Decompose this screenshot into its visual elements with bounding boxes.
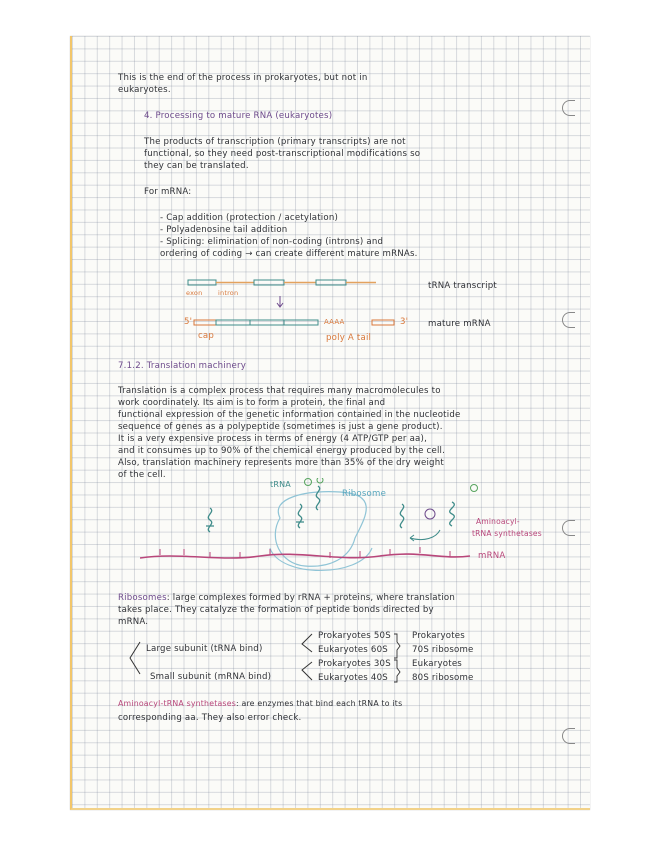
bullet-2: - Polyadenosine tail addition [160, 225, 288, 235]
polya-tail-label: poly A tail [326, 333, 372, 343]
section-4-heading: 4. Processing to mature RNA (eukaryotes) [144, 111, 333, 121]
translation-line-3: functional expression of the genetic information contained in the nucleotide [118, 410, 461, 420]
binder-hole-3 [562, 520, 575, 536]
cap-box [194, 320, 216, 325]
mature-exon-2 [250, 320, 284, 325]
large-subunit: Large subunit (tRNA bind) [146, 644, 263, 654]
mature-mrna-label: mature mRNA [428, 319, 491, 329]
translation-line-4: sequence of genes as a polypeptide (sometimes is just a gene product). [118, 422, 443, 432]
mrna-label: mRNA [478, 551, 506, 561]
products-line-2: functional, so they need post-transcriptional modifications so [144, 149, 421, 159]
large-euk: Eukaryotes 60S [318, 645, 388, 655]
aminoacyl-line-2: corresponding aa. They also error check. [118, 713, 302, 723]
exon-1 [188, 280, 216, 285]
synthetase-label-2: tRNA synthetases [472, 529, 542, 538]
polya-seq: AAAA [324, 318, 345, 326]
exon-2 [254, 280, 284, 285]
translation-line-2: work coordinately. Its aim is to form a protein, the final and [118, 398, 386, 408]
three-prime-label: 3' [400, 317, 409, 327]
small-euk: Eukaryotes 40S [318, 673, 388, 683]
translation-line-6: and it consumes up to 90% of the chemical energy produced by the cell. [118, 446, 446, 456]
mature-exon-1 [216, 320, 250, 325]
small-subunit: Small subunit (mRNA bind) [150, 672, 272, 682]
aminoacyl-line-1 [118, 698, 402, 710]
ribosomes-def-1: : large complexes formed by rRNA + proteins, where translation [166, 593, 456, 603]
small-pro: Prokaryotes 30S [318, 659, 391, 669]
trna-shape-1 [206, 508, 214, 532]
binder-hole-4 [562, 728, 575, 744]
utr-box [372, 320, 394, 325]
trna-shape-2 [296, 504, 304, 528]
ribosome-label: Ribosome [342, 489, 387, 499]
primary-transcript-label: tRNA transcript [428, 281, 497, 291]
products-line-3: they can be translated. [144, 161, 249, 171]
bullet-4: ordering of coding → can create different mature mRNAs. [160, 249, 418, 259]
synthetase-label-1: Aminoacyl- [476, 517, 520, 526]
ribosomes-term: Ribosomes [118, 593, 167, 603]
ribosomes-line-2: takes place. They catalyze the formation of peptide bonds directed by [118, 605, 434, 615]
intron-label: intron [218, 289, 239, 297]
exon-3 [316, 280, 346, 285]
translation-heading: 7.1.2. Translation machinery [118, 361, 247, 371]
right-70s: 70S ribosome [412, 645, 474, 655]
trna-label: tRNA [270, 480, 291, 489]
intro-line-2: eukaryotes. [118, 85, 171, 95]
translation-line-5: It is a very expensive process in terms of energy (4 ATP/GTP per aa), [118, 434, 427, 444]
large-pro: Prokaryotes 50S [318, 631, 391, 641]
trna-shape-4 [400, 504, 403, 528]
cap-label: cap [198, 331, 215, 341]
aminoacyl-term: Aminoacyl-tRNA synthetases [118, 699, 236, 708]
binder-hole-2 [562, 312, 575, 328]
exon-label: exon [186, 289, 203, 297]
for-mrna-label: For mRNA: [144, 187, 192, 197]
aminoacyl-def-1: : are enzymes that bind each tRNA to its [235, 699, 403, 708]
products-line-1: The products of transcription (primary transcripts) are not [144, 137, 406, 147]
mrna-strand [140, 554, 470, 558]
translation-line-7: Also, translation machinery represents more than 35% of the dry weight [118, 458, 444, 468]
right-euk: Eukaryotes [412, 659, 462, 669]
right-pro: Prokaryotes [412, 631, 465, 641]
right-80s: 80S ribosome [412, 673, 474, 683]
intro-line-1: This is the end of the process in prokaryotes, but not in [118, 73, 368, 83]
translation-line-1: Translation is a complex process that requires many macromolecules to [118, 386, 441, 396]
ribosomes-line-1 [118, 592, 455, 604]
translation-line-8: of the cell. [118, 470, 166, 480]
five-prime-label: 5' [184, 317, 193, 327]
mature-exon-3 [284, 320, 318, 325]
trna-shape-3 [316, 486, 319, 510]
bullet-3: - Splicing: elimination of non-coding (introns) and [160, 237, 384, 247]
ribosomes-line-3: mRNA. [118, 617, 149, 627]
trna-shape-5 [450, 502, 455, 526]
binder-hole-1 [562, 100, 575, 116]
bullet-1: - Cap addition (protection / acetylation) [160, 213, 339, 223]
